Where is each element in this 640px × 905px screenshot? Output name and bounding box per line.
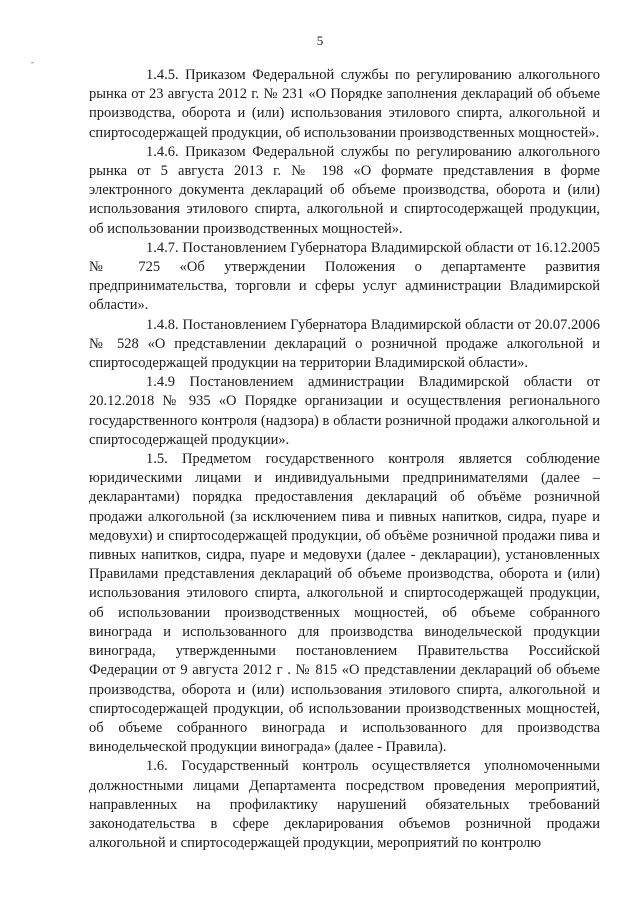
paragraph-1-4-9: 1.4.9 Постановлением администрации Владимирской области от 20.12.2018 № 935 «О Порядке организации и осуществления регионального государственного контроля (надзора) в области розничной продажи алкогольной и спиртосодержащей продукции». <box>89 374 600 448</box>
paragraph-1-4-8: 1.4.8. Постановлением Губернатора Владимирской области от 20.07.2006 № 528 «О представлении деклараций о розничной продаже алкогольной и спиртосодержащей продукции на территории Владимирской области». <box>89 316 600 372</box>
paragraph-1-4-5: 1.4.5. Приказом Федеральной службы по регулированию алкогольного рынка от 23 августа 2012 г. № 231 «О Порядке заполнения деклараций об объеме производства, оборота и (или) использования этилового спирта, алкогольной и спиртосодержащей продукции, об использовании производственных мощностей». <box>89 67 600 141</box>
document-body <box>89 66 600 853</box>
paragraph-1-5: 1.5. Предметом государственного контроля является соблюдение юридическими лицами и индивидуальными предпринимателями (далее – декларантами) порядка предоставления деклараций об объёме розничной продажи алкогольной (за исключением пива и пивных напитков, сидра, пуаре и медовухи) и спиртосодержащей продукции, об объёме розничной продажи пива и пивных напитков, сидра, пуаре и медовухи (далее - декларации), установленных Правилами представления деклараций об объеме производства, оборота и (или) использования этилового спирта, алкогольной и спиртосодержащей продукции, об использовании производственных мощностей, об объеме собранного винограда и использованного для производства винодельческой продукции винограда, утвержденными постановлением Правительства Российской Федерации от 9 августа 2012 г . № 815 «О представлении деклараций об объеме производства, оборота и (или) использования этилового спирта, алкогольной и спиртосодержащей продукции, об использовании производственных мощностей, об объеме собранного винограда и использованного для производства винодельческой продукции винограда» (далее - Правила). <box>89 451 600 756</box>
page-number: 5 <box>316 33 324 48</box>
paragraph-1-6: 1.6. Государственный контроль осуществляется уполномоченными должностными лицами Департамента посредством проведения мероприятий, направленных на профилактику нарушений обязательных требований законодательства в сфере декларирования объемов розничной продажи алкогольной и спиртосодержащей продукции, мероприятий по контролю <box>89 758 600 852</box>
margin-mark: - <box>31 57 34 67</box>
paragraph-1-4-7: 1.4.7. Постановлением Губернатора Владимирской области от 16.12.2005 № 725 «Об утверждении Положения о департаменте развития предпринимательства, торговли и сферы услуг администрации Владимирской области». <box>89 239 600 314</box>
paragraph-1-4-6: 1.4.6. Приказом Федеральной службы по регулированию алкогольного рынка от 5 августа 2013 г. № 198 «О формате представления в форме электронного документа деклараций об объеме производства, оборота и (или) использования этилового спирта, алкогольной и спиртосодержащей продукции, об использовании производственных мощностей». <box>89 143 600 237</box>
